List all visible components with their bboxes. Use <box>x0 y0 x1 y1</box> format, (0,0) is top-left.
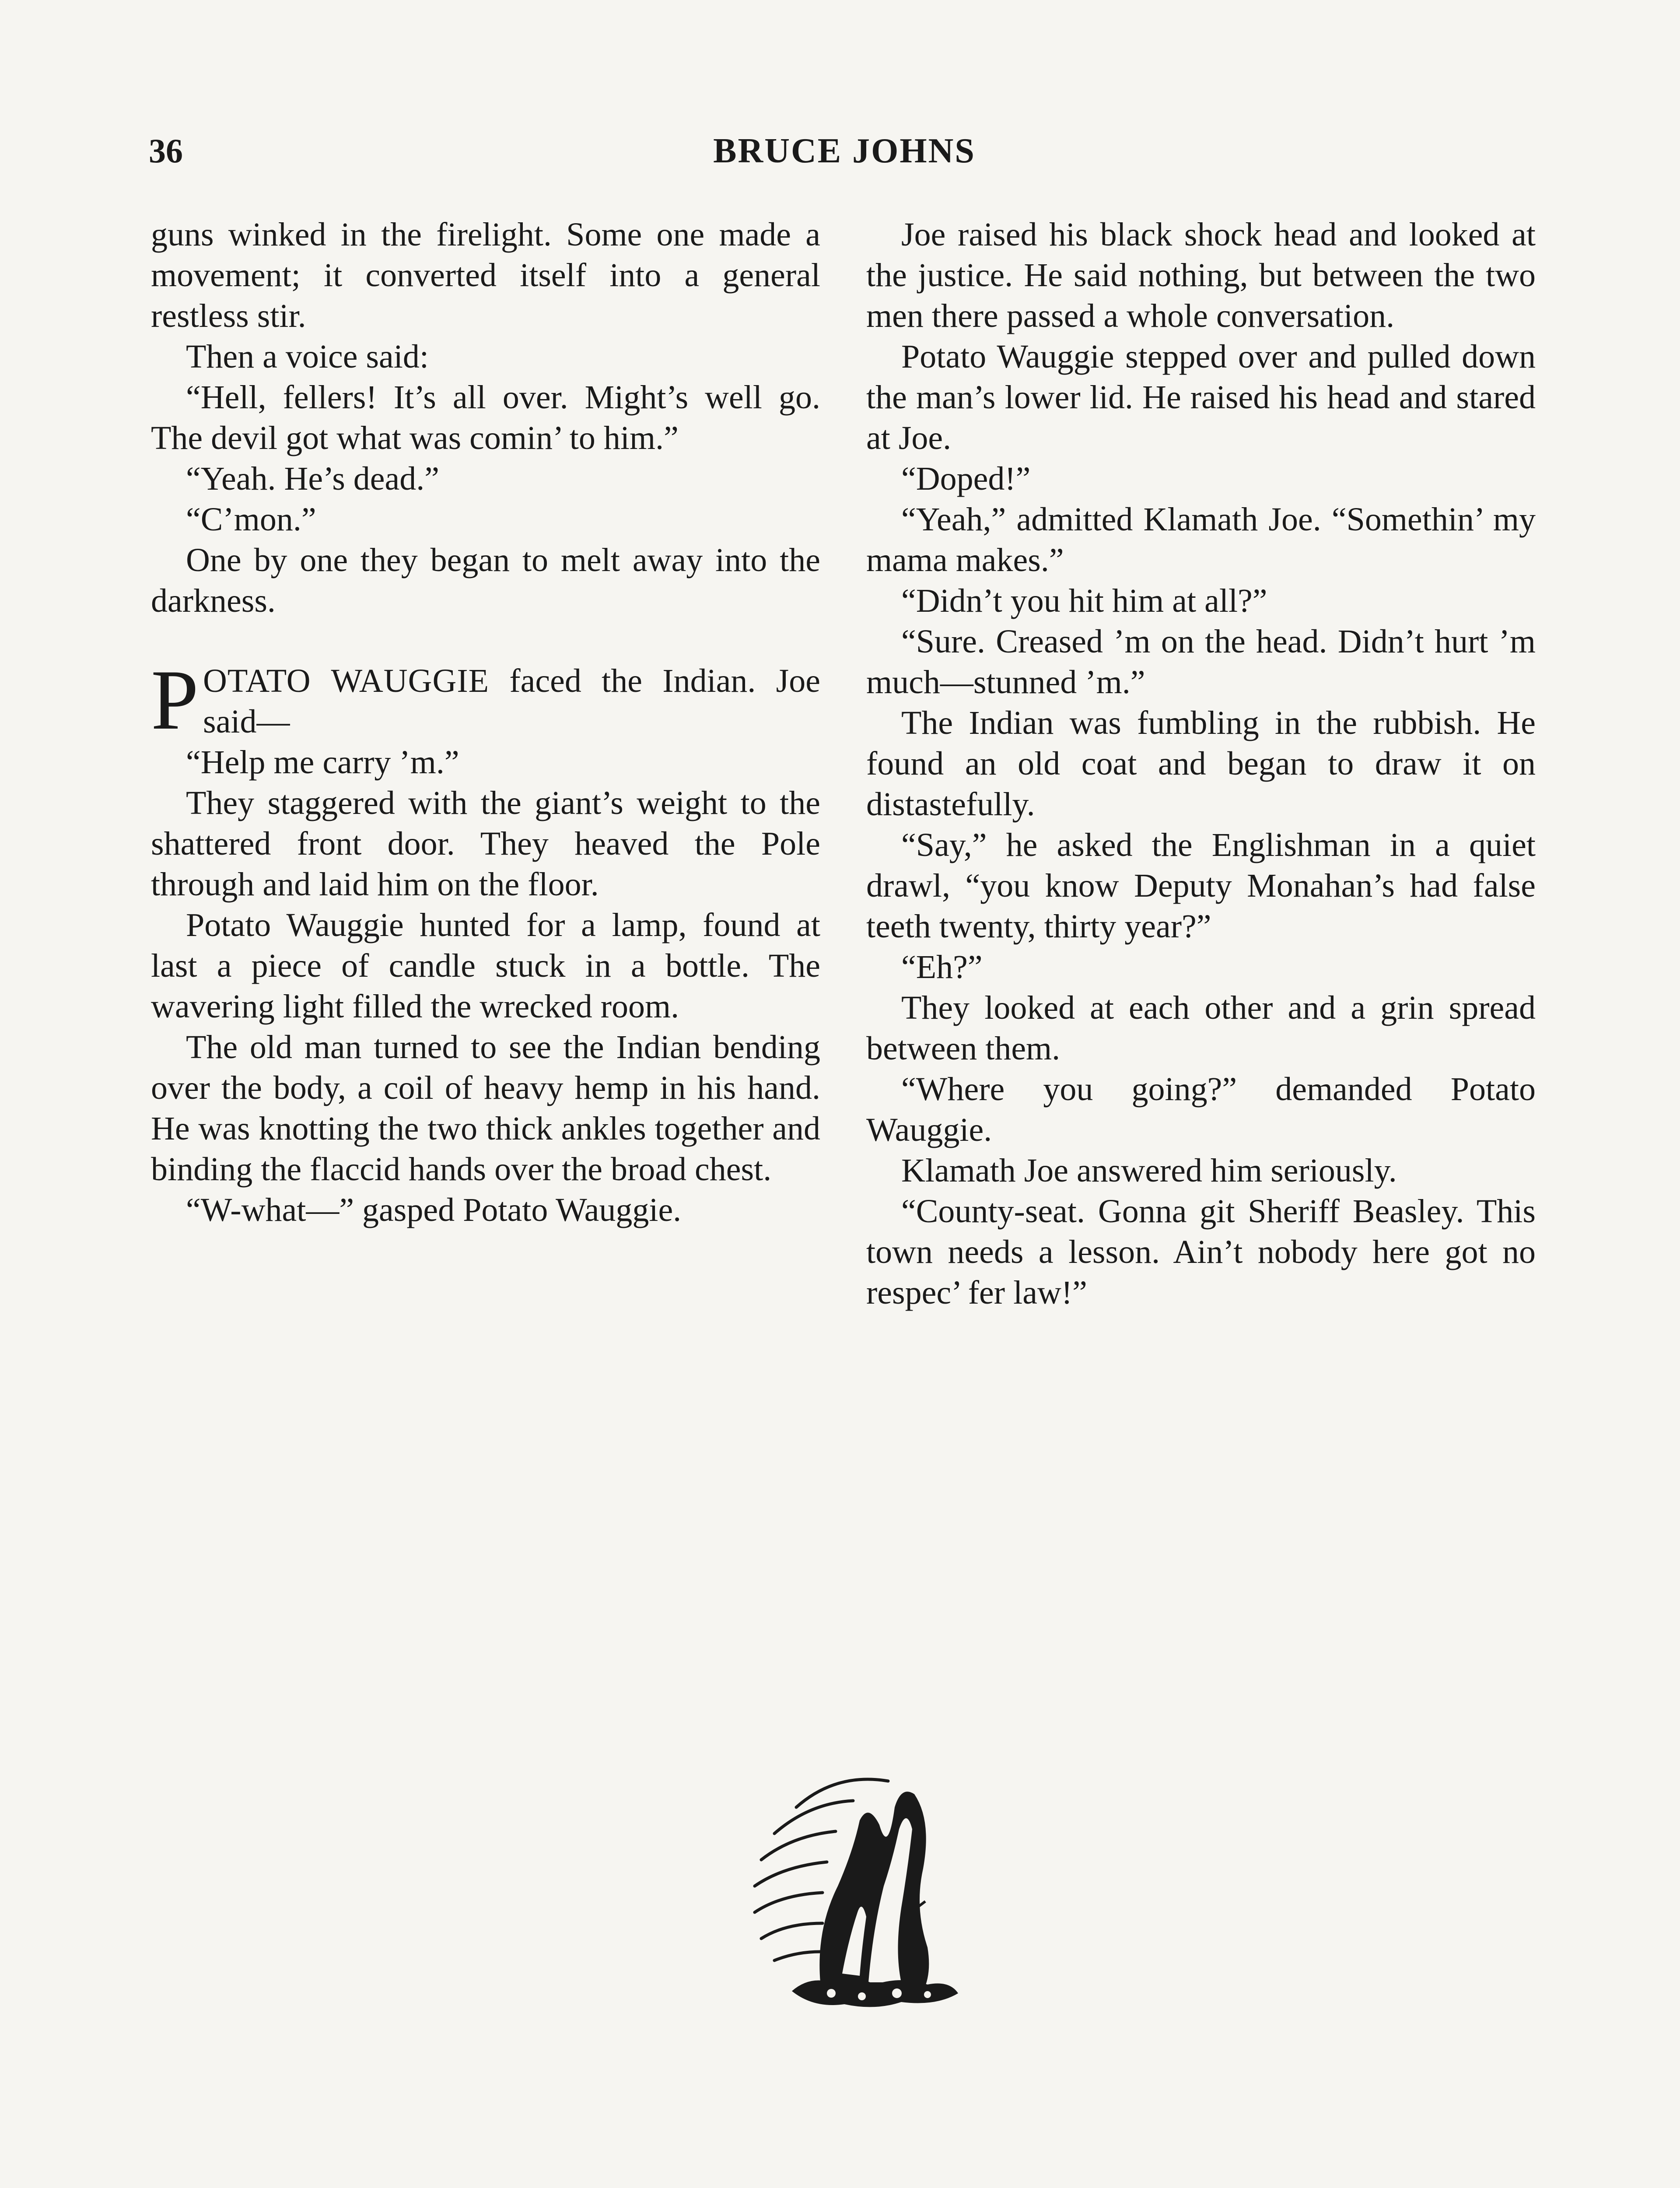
rock-spire-vignette-icon <box>744 1755 980 2017</box>
right-column <box>866 214 1536 1313</box>
paragraph: They looked at each other and a grin spread between them. <box>866 989 1536 1067</box>
paragraph: “Yeah. He’s dead.” <box>186 460 439 497</box>
drop-cap: P <box>151 652 199 747</box>
paragraph: “Say,” he asked the Englishman in a quiet drawl, “you know Deputy Monahan’s had false teeth twenty, thirty year?” <box>866 827 1536 945</box>
paragraph: Potato Wauggie stepped over and pulled down the man’s lower lid. He raised his head and stared at Joe. <box>866 338 1536 456</box>
section-opening-paragraph <box>151 652 820 747</box>
paragraph: “W-what—” gasped Potato Wauggie. <box>186 1192 682 1228</box>
paragraph: Potato Wauggie hunted for a lamp, found at last a piece of candle stuck in a bottle. The wavering light filled the wrecked room. <box>151 907 820 1025</box>
running-head: BRUCE JOHNS <box>713 132 976 170</box>
paragraph: “Help me carry ’m.” <box>186 744 459 781</box>
paragraph-text: faced the Indian. Joe said— <box>203 663 820 740</box>
paragraph: guns winked in the firelight. Some one made a movement; it converted itself into a general restless stir. <box>151 216 820 334</box>
left-column <box>151 214 820 1231</box>
paragraph: “Sure. Creased ’m on the head. Didn’t hurt ’m much—stunned ’m.” <box>866 623 1536 701</box>
paragraph: Joe raised his black shock head and looked at the justice. He said nothing, but between the two men there passed a whole conversation. <box>866 216 1536 334</box>
paragraph: “Eh?” <box>901 949 983 985</box>
paragraph: The old man turned to see the Indian bending over the body, a coil of heavy hemp in his hand. He was knotting the two thick ankles together and binding the flaccid hands over the broad chest. <box>151 1029 820 1188</box>
paragraph: “Didn’t you hit him at all?” <box>901 582 1267 619</box>
paragraph: “Where you going?” demanded Potato Wauggie. <box>866 1071 1536 1148</box>
paragraph: One by one they began to melt away into the darkness. <box>151 542 820 619</box>
paragraph: Klamath Joe answered him seriously. <box>901 1152 1397 1189</box>
paragraph: “C’mon.” <box>186 501 316 538</box>
page-number: 36 <box>149 132 183 170</box>
paragraph: “Doped!” <box>901 460 1031 497</box>
paragraph: They staggered with the giant’s weight to the shattered front door. They heaved the Pole through and laid him on the floor. <box>151 785 820 903</box>
paragraph: Then a voice said: <box>186 338 429 375</box>
paragraph: The Indian was fumbling in the rubbish. He found an old coat and began to draw it on distastefully. <box>866 705 1536 823</box>
paragraph: “County-seat. Gonna git Sheriff Beasley. This town needs a lesson. Ain’t nobody here got no respec’ fer law!” <box>866 1193 1536 1311</box>
paragraph: “Yeah,” admitted Klamath Joe. “Somethin’ my mama makes.” <box>866 501 1536 579</box>
lead-in: OTATO WAUGGIE <box>203 663 490 699</box>
page-header <box>149 131 1540 179</box>
paragraph: “Hell, fellers! It’s all over. Might’s well go. The devil got what was comin’ to him.” <box>151 379 820 456</box>
